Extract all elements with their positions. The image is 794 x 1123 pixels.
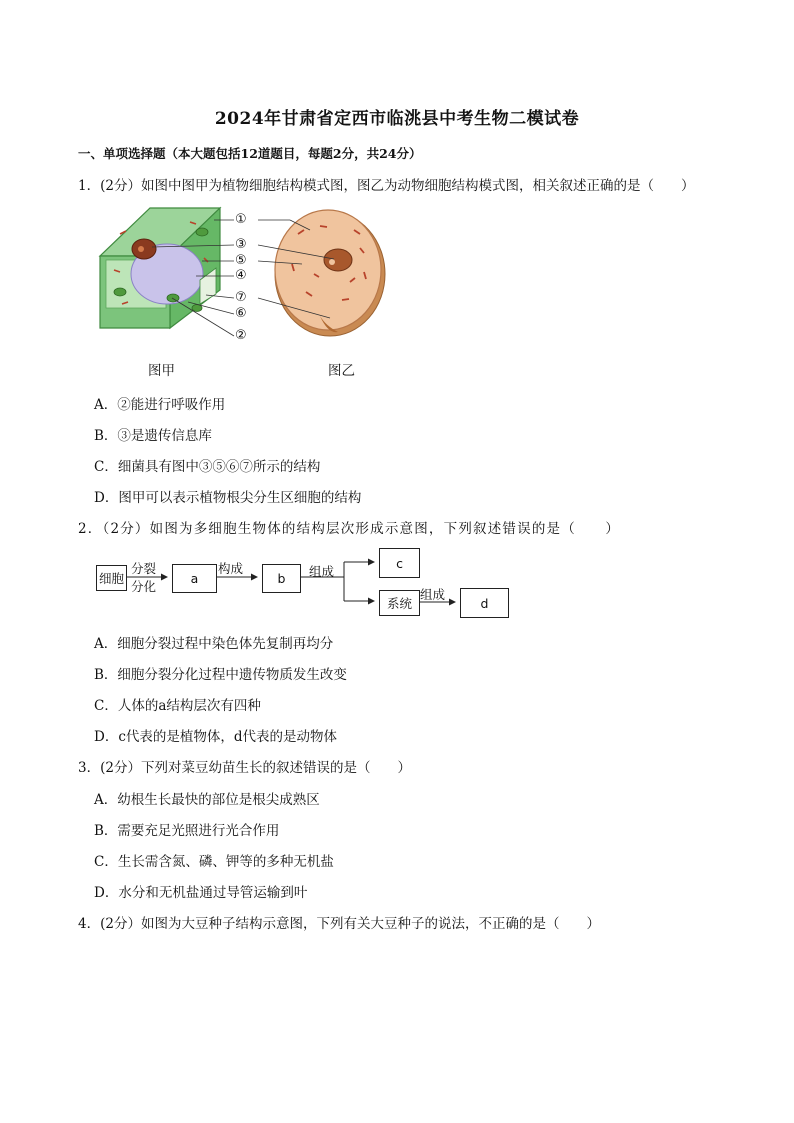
flow-label-split: 分裂 xyxy=(131,561,157,576)
q3-option-a[interactable]: A．幼根生长最快的部位是根尖成熟区 xyxy=(94,792,320,808)
label-2: ② xyxy=(235,328,247,343)
q2-option-a[interactable]: A．细胞分裂过程中染色体先复制再均分 xyxy=(94,636,334,652)
flow-label-form2: 组成 xyxy=(420,587,446,602)
label-6: ⑥ xyxy=(235,306,247,321)
q3-option-c[interactable]: C．生长需含氮、磷、钾等的多种无机盐 xyxy=(94,854,334,870)
flow-label-compose: 构成 xyxy=(218,561,244,576)
q3-option-d[interactable]: D．水分和无机盐通过导管运输到叶 xyxy=(94,885,308,901)
label-3: ③ xyxy=(235,237,247,252)
label-5: ⑤ xyxy=(235,253,247,268)
flow-system-box: 系统 xyxy=(379,590,420,616)
q2-option-c[interactable]: C．人体的a结构层次有四种 xyxy=(94,698,261,714)
label-4: ④ xyxy=(235,268,247,283)
caption-animal: 图乙 xyxy=(328,363,355,379)
flow-a-box: a xyxy=(172,564,217,593)
q2-option-d[interactable]: D．c代表的是植物体，d代表的是动物体 xyxy=(94,729,338,745)
flow-label-form1: 组成 xyxy=(309,564,335,579)
q1-option-b[interactable]: B．③是遗传信息库 xyxy=(94,428,212,444)
animal-cell-illustration xyxy=(275,210,385,336)
question-1-stem: 1．(2分）如图中图甲为植物细胞结构模式图，图乙为动物细胞结构模式图，相关叙述正确的是（ ） xyxy=(78,178,695,194)
q1-option-a[interactable]: A．②能进行呼吸作用 xyxy=(94,397,226,413)
q1-option-c[interactable]: C．细菌具有图中③⑤⑥⑦所示的结构 xyxy=(94,459,321,475)
flow-label-diff: 分化 xyxy=(131,579,157,594)
question-2-stem: 2．（2分）如图为多细胞生物体的结构层次形成示意图，下列叙述错误的是（ ） xyxy=(78,521,621,537)
structure-level-flowchart xyxy=(0,540,794,620)
q2-option-b[interactable]: B．细胞分裂分化过程中遗传物质发生改变 xyxy=(94,667,347,683)
section-heading: 一、单项选择题（本大题包括12道题目，每题2分，共24分） xyxy=(78,146,422,161)
flow-cell-box: 细胞 xyxy=(96,565,127,591)
page-title: 2024年甘肃省定西市临洮县中考生物二模试卷 xyxy=(214,109,580,129)
q1-option-d[interactable]: D．图甲可以表示植物根尖分生区细胞的结构 xyxy=(94,490,362,506)
flow-b-box: b xyxy=(262,564,301,593)
caption-plant: 图甲 xyxy=(148,363,175,379)
flow-c-box: c xyxy=(379,548,420,578)
question-3-stem: 3．(2分）下列对菜豆幼苗生长的叙述错误的是（ ） xyxy=(78,760,411,776)
question-4-stem: 4．(2分）如图为大豆种子结构示意图，下列有关大豆种子的说法，不正确的是（ ） xyxy=(78,916,600,932)
q3-option-b[interactable]: B．需要充足光照进行光合作用 xyxy=(94,823,280,839)
cell-structure-figure xyxy=(92,204,412,344)
label-7: ⑦ xyxy=(235,290,247,305)
plant-cell-illustration xyxy=(100,208,220,328)
flow-d-box: d xyxy=(460,588,509,618)
label-1: ① xyxy=(235,212,247,227)
